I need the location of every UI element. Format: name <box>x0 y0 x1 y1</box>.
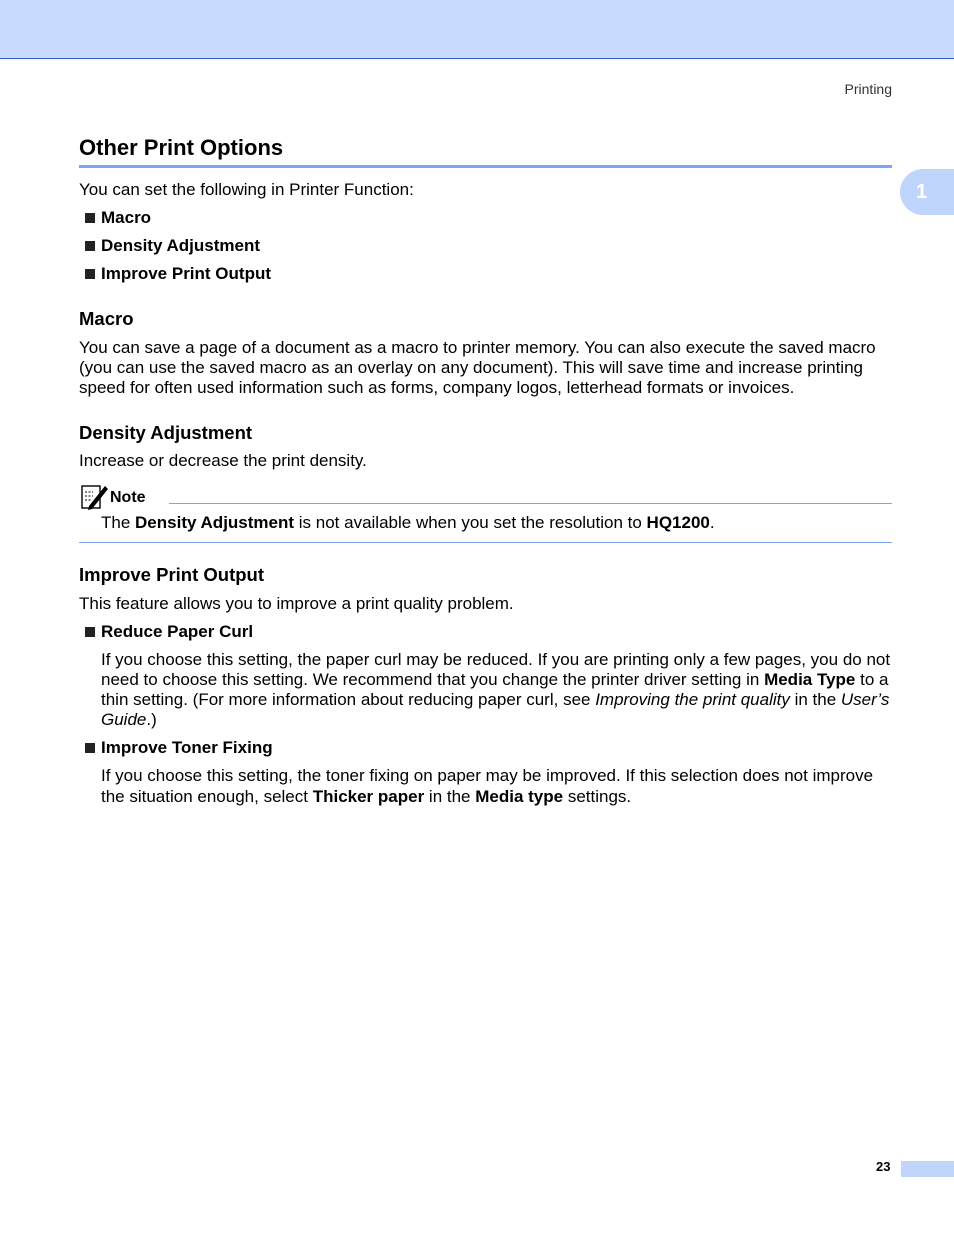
curl-line-4 <box>101 710 892 730</box>
bullet-label: Improve Toner Fixing <box>101 738 273 757</box>
note-rule-top <box>169 503 892 504</box>
bullet-label: Reduce Paper Curl <box>101 622 254 641</box>
toner-line-2 <box>101 787 892 807</box>
note-text <box>101 513 715 533</box>
density-heading: Density Adjustment <box>79 422 253 443</box>
running-header: Printing <box>844 81 892 97</box>
bullet-density <box>85 236 260 256</box>
page-number: 23 <box>876 1159 891 1174</box>
macro-line-1: You can save a page of a document as a macro to printer memory. You can also execute the saved macro <box>79 338 876 357</box>
note-pencil-icon <box>79 482 109 512</box>
note-text-part: is not available when you set the resolution to <box>294 513 647 532</box>
title-rule <box>79 165 892 168</box>
bullet-square-icon <box>85 241 95 251</box>
macro-line-2: (you can use the saved macro as an overlay on any document). This will save time and increase printing <box>79 358 863 377</box>
curl-bold-media-type: Media Type <box>764 670 856 689</box>
toner-line-1: If you choose this setting, the toner fixing on paper may be improved. If this selection does not improve <box>101 766 874 785</box>
note-label: Note <box>110 489 146 506</box>
improve-text: This feature allows you to improve a print quality problem. <box>79 594 514 613</box>
note-bold-setting: Density Adjustment <box>135 513 295 532</box>
curl-italic-guide: Guide <box>101 710 147 729</box>
macro-heading: Macro <box>79 308 134 329</box>
improve-heading: Improve Print Output <box>79 564 264 585</box>
chapter-number: 1 <box>916 180 928 203</box>
bullet-toner-fixing <box>85 738 273 758</box>
bullet-reduce-curl <box>85 622 253 642</box>
bullet-label: Density Adjustment <box>101 236 261 255</box>
bullet-square-icon <box>85 743 95 753</box>
curl-line-1: If you choose this setting, the paper curl may be reduced. If you are printing only a few pages, you do not <box>101 650 891 669</box>
bullet-label: Macro <box>101 208 152 227</box>
curl-text-part: thin setting. (For more information about reducing paper curl, see <box>101 690 596 709</box>
curl-italic-guide: User’s <box>840 690 890 709</box>
note-text-part: . <box>709 513 715 532</box>
curl-line-2 <box>101 670 892 690</box>
curl-italic-reference: Improving the print quality <box>595 690 790 709</box>
bullet-improve <box>85 264 271 284</box>
bullet-macro <box>85 208 151 228</box>
bullet-label: Improve Print Output <box>101 264 271 283</box>
density-text: Increase or decrease the print density. <box>79 451 367 470</box>
bullet-square-icon <box>85 213 95 223</box>
curl-text-part: in the <box>789 690 841 709</box>
macro-line-3: speed for often used information such as forms, company logos, letterhead formats or invoices. <box>79 378 795 397</box>
toner-bold-media-type: Media type <box>475 787 564 806</box>
page-tab <box>901 1161 954 1177</box>
header-band <box>0 0 954 59</box>
curl-text-part: to a <box>855 670 889 689</box>
note-rule-bottom <box>79 542 892 543</box>
curl-text-part: need to choose this setting. We recommend that you change the printer driver setting in <box>101 670 765 689</box>
section-title: Other Print Options <box>79 135 284 160</box>
toner-text-part: in the <box>424 787 476 806</box>
bullet-square-icon <box>85 269 95 279</box>
toner-text-part: the situation enough, select <box>101 787 313 806</box>
note-bold-resolution: HQ1200 <box>646 513 710 532</box>
curl-line-3 <box>101 690 892 710</box>
note-text-part: The <box>101 513 136 532</box>
toner-text-part: settings. <box>563 787 632 806</box>
toner-bold-thicker-paper: Thicker paper <box>312 787 425 806</box>
bullet-square-icon <box>85 627 95 637</box>
curl-text-part: .) <box>146 710 157 729</box>
intro-text: You can set the following in Printer Function: <box>79 180 414 199</box>
chapter-tab <box>900 169 954 215</box>
